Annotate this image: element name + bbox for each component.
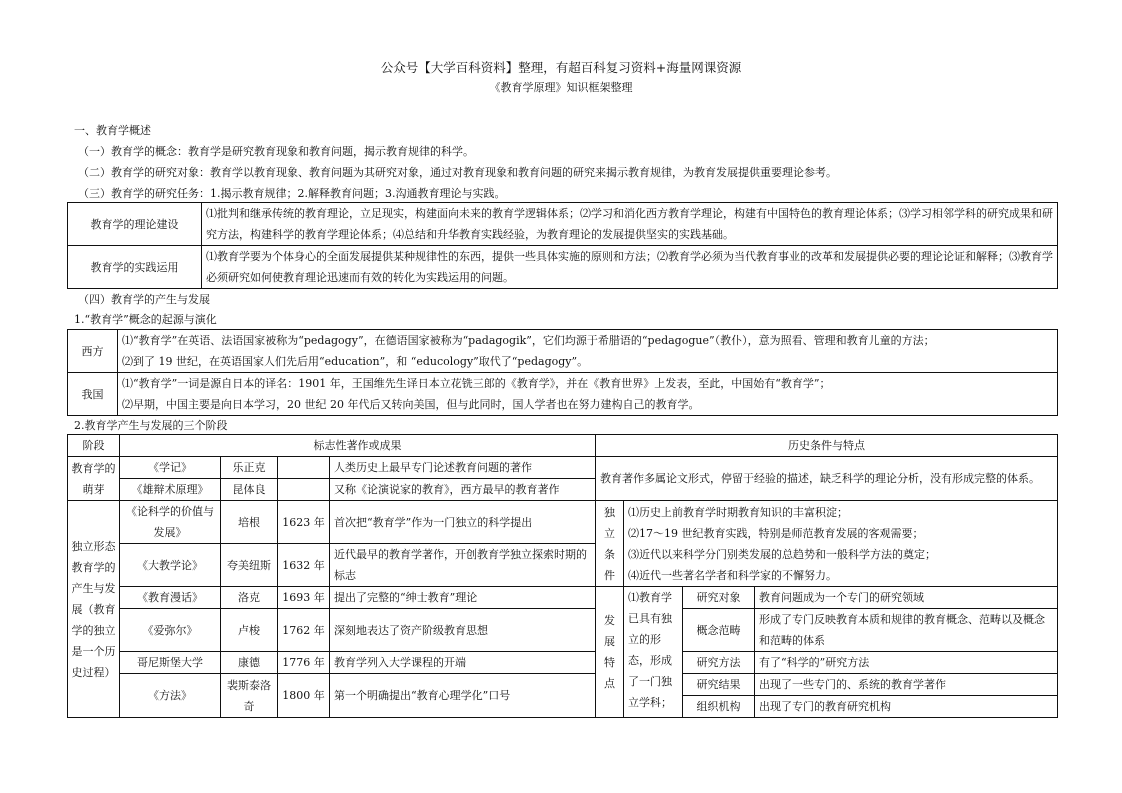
work-cell: 哥尼斯堡大学 xyxy=(120,652,221,674)
year-cell: 1632 年 xyxy=(278,544,330,587)
condition-item: ⑷近代一些著名学者和科学家的不懈努力。 xyxy=(628,568,837,582)
author-cell: 卢梭 xyxy=(221,609,278,652)
feature-value: 出现了一些专门的、系统的教育学著作 xyxy=(755,674,1057,696)
work-cell: 《论科学的价值与发展》 xyxy=(120,501,221,544)
row-label: 西方 xyxy=(68,330,118,373)
stage-label: 教育学的萌芽 xyxy=(68,457,120,501)
features-intro: ⑴教育学已具有独立的形态，形成了一门独立学科； xyxy=(624,587,683,718)
desc-cell: 深刻地表达了资产阶级教育思想 xyxy=(330,609,596,652)
row-line: ⑵早期，中国主要是向日本学习，20 世纪 20 年代后又转向美国，但与此同时，国人学者也在努力建构自己的教育学。 xyxy=(122,398,700,411)
object-line: （二）教育学的研究对象：教育学以教育现象、教育问题为其研究对象，通过对教育现象和教育问题的研究来揭示教育规律，为教育发展提供重要理论参考。 xyxy=(78,166,837,179)
feature-key: 研究对象 xyxy=(683,587,755,609)
section-heading: 一、教育学概述 xyxy=(74,124,151,137)
table-row xyxy=(68,501,1058,544)
year-cell xyxy=(278,479,330,501)
row-label: 教育学的实践运用 xyxy=(68,246,202,289)
feature-value: 出现了专门的教育研究机构 xyxy=(759,700,891,713)
condition-item: ⑶近代以来科学分门别类发展的总趋势和一般科学方法的奠定； xyxy=(628,547,936,561)
table-row xyxy=(68,330,1058,373)
author-cell: 培根 xyxy=(221,501,278,544)
features-label: 发展特点 xyxy=(596,587,624,718)
row-label: 教育学的理论建设 xyxy=(68,203,202,246)
stage-table xyxy=(67,434,1058,718)
row-text: ⑴教育学要为个体身心的全面发展提供某种规律性的东西，提供一些具体实施的原则和方法；⑵教育学必须为当代教育事业的改革和发展提供必要的理论论证和解释；⑶教育学必须研究如何使教育理论迅速而有效的转化为实践运用的问题。 xyxy=(202,246,1058,289)
desc-cell: 首次把“教育学”作为一门独立的科学提出 xyxy=(330,501,596,544)
feature-key: 研究方法 xyxy=(683,652,755,674)
document-subtitle: 《教育学原理》知识框架整理 xyxy=(489,81,633,94)
history-cell: 教育著作多属论文形式，停留于经验的描述，缺乏科学的理论分析，没有形成完整的体系。 xyxy=(596,457,1058,501)
row-line: ⑴“教育学”一词是源自日本的译名：1901 年，王国维先生译日本立花铣三郎的《教育学》，并在《教育世界》上发表，至此，中国始有“教育学”； xyxy=(122,377,831,390)
row-label: 我国 xyxy=(68,373,118,416)
table-row xyxy=(68,203,1058,246)
row-line: ⑴“教育学”在英语、法语国家被称为“pedagogy”，在德语国家被称为“padagogik”，它们均源于希腊语的“pedagogue”（教仆），意为照看、管理和教育儿童的方法； xyxy=(122,334,935,347)
sub-heading-2: 2.教育学产生与发展的三个阶段 xyxy=(74,419,228,432)
desc-cell: 近代最早的教育学著作，开创教育学独立探索时期的标志 xyxy=(330,544,596,587)
work-cell: 《教育漫话》 xyxy=(120,587,221,609)
desc-cell: 教育学列入大学课程的开端 xyxy=(330,652,596,674)
table-row xyxy=(68,373,1058,416)
task-line: （三）教育学的研究任务：1.揭示教育规律；2.解释教育问题；3.沟通教育理论与实践。 xyxy=(78,187,506,200)
document-title: 公众号【大学百科资料】整理，有超百科复习资料+海量网课资源 xyxy=(380,60,742,75)
table-row xyxy=(68,674,1058,718)
author-cell: 裴斯泰洛奇 xyxy=(221,674,278,718)
year-cell: 1776 年 xyxy=(278,652,330,674)
year-cell: 1762 年 xyxy=(278,609,330,652)
work-cell: 《学记》 xyxy=(120,457,221,479)
row-text: ⑴批判和继承传统的教育理论，立足现实，构建面向未来的教育学逻辑体系；⑵学习和消化西方教育学理论，构建有中国特色的教育理论体系；⑶学习相邻学科的研究成果和研究方法，构建科学的教育学理论体系；⑷总结和升华教育实践经验，为教育理论的发展提供坚实的实践基础。 xyxy=(202,203,1058,246)
desc-cell: 第一个明确提出“教育心理学化”口号 xyxy=(330,674,596,718)
author-cell: 夸美纽斯 xyxy=(221,544,278,587)
author-cell: 洛克 xyxy=(221,587,278,609)
work-cell: 《雄辩术原理》 xyxy=(120,479,221,501)
sub-heading-1: 1.“教育学”概念的起源与演化 xyxy=(74,313,217,326)
header-works: 标志性著作或成果 xyxy=(120,435,596,457)
work-cell: 《方法》 xyxy=(120,674,221,718)
section-item4: （四）教育学的产生与发展 xyxy=(78,293,210,306)
origin-table xyxy=(67,329,1058,416)
work-cell: 《爱弥尔》 xyxy=(120,609,221,652)
table-row xyxy=(68,609,1058,652)
header-stage: 阶段 xyxy=(68,435,120,457)
table-row xyxy=(68,652,1058,674)
condition-item: ⑵17～19 世纪教育实践，特别是师范教育发展的客观需要； xyxy=(628,526,924,540)
header-row xyxy=(68,435,1058,457)
conditions-label: 独立条件 xyxy=(596,501,624,587)
condition-item: ⑴历史上前教育学时期教育知识的丰富积淀； xyxy=(628,505,848,519)
year-cell: 1800 年 xyxy=(278,674,330,718)
stage-label: 独立形态教育学的产生与发展（教育学的独立是一个历史过程） xyxy=(68,501,120,718)
work-cell: 《大教学论》 xyxy=(120,544,221,587)
desc-cell: 又称《论演说家的教育》，西方最早的教育著作 xyxy=(330,479,596,501)
year-cell: 1693 年 xyxy=(278,587,330,609)
desc-cell: 人类历史上最早专门论述教育问题的著作 xyxy=(330,457,596,479)
concept-line: （一）教育学的概念：教育学是研究教育现象和教育问题，揭示教育规律的科学。 xyxy=(78,145,474,158)
feature-value: 教育问题成为一个专门的研究领域 xyxy=(755,587,1058,609)
feature-key: 研究结果 xyxy=(683,674,754,696)
year-cell xyxy=(278,457,330,479)
feature-value: 形成了专门反映教育本质和规律的教育概念、范畴以及概念和范畴的体系 xyxy=(755,609,1058,652)
task-table xyxy=(67,202,1058,289)
header-history: 历史条件与特点 xyxy=(596,435,1058,457)
table-row xyxy=(68,587,1058,609)
row-line: ⑵到了 19 世纪，在英语国家人们先后用“education”，和 “educology”取代了“pedagogy”。 xyxy=(122,355,589,368)
author-cell: 康德 xyxy=(221,652,278,674)
year-cell: 1623 年 xyxy=(278,501,330,544)
feature-value: 有了“科学的”研究方法 xyxy=(755,652,1058,674)
table-row xyxy=(68,246,1058,289)
desc-cell: 提出了完整的“绅士教育”理论 xyxy=(330,587,596,609)
author-cell: 乐正克 xyxy=(221,457,278,479)
table-row xyxy=(68,457,1058,479)
author-cell: 昆体良 xyxy=(221,479,278,501)
feature-key: 组织机构 xyxy=(696,700,741,713)
feature-key: 概念范畴 xyxy=(683,609,755,652)
